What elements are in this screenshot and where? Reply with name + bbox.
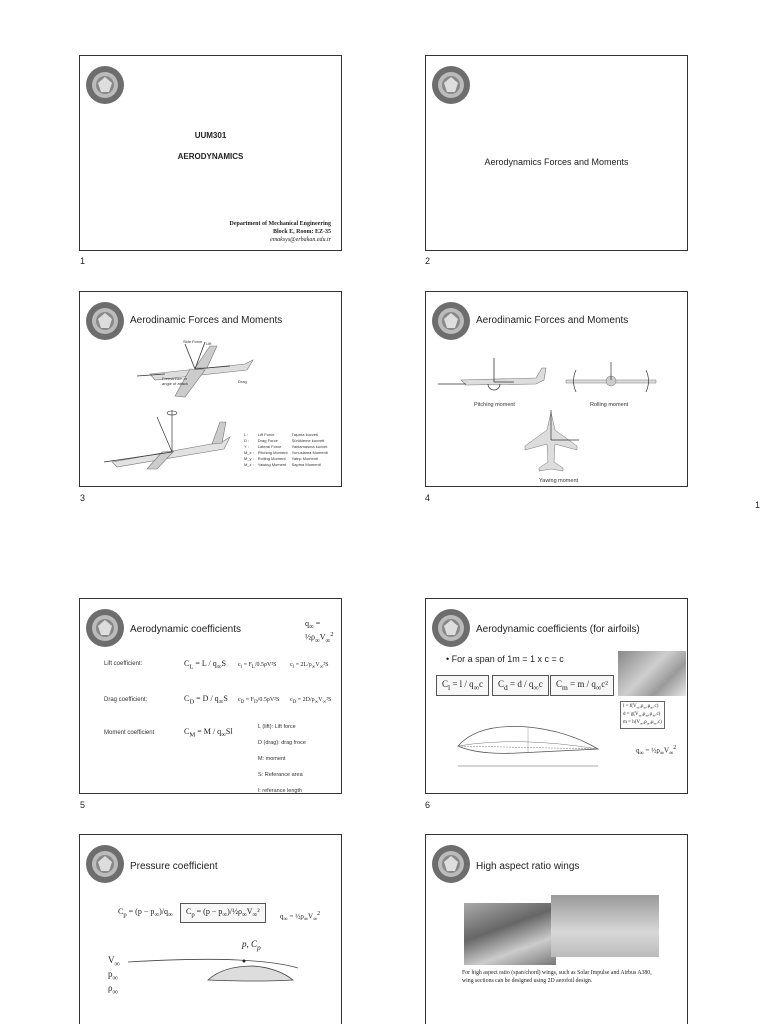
slide-number: 5 <box>80 800 86 810</box>
rolling-moment-diagram <box>556 360 666 400</box>
moment-coefficient-label: Moment coefficient <box>104 730 155 736</box>
bullet-item <box>446 654 564 664</box>
functional-relations: $l = f(V_\infty,\rho_\infty,\mu_\infty,c)$ $d = g(V_\infty,\rho_\infty,\mu_\infty,c)$ $m = h(V_\infty,\rho_\infty,\mu_\infty,c)$ <box>620 701 665 729</box>
force-legend: L : D : Y : M_x : M_y : M_z : Lift Force Drag Force Lateral Force Pitching Moment Rolling Moment Yawing Moment Taşıma kuvveti Sürükleme kuvveti Yanlamasına kuvvet Yunuslama Momenti Yatışı Momenti Sapma Momenti <box>244 432 328 467</box>
page-number: 1 <box>755 500 761 510</box>
slide-number: 6 <box>425 800 431 810</box>
freestream-symbols: $V_\infty$ $p_\infty$ $\rho_\infty$ <box>108 955 120 996</box>
cm-airfoil-eq: $C_m = m / q_\infty c^2$ <box>550 675 614 696</box>
slide-1 <box>79 55 342 251</box>
local-pressure-label: p, $C_p$ <box>242 939 261 952</box>
slide-number: 2 <box>425 256 431 266</box>
caption-yawing-moment: Yawing moment <box>539 478 579 484</box>
dynamic-pressure-eq: $q_\infty$ = $\frac{1}{2}\rho_\infty V_\infty^2$ <box>280 911 321 923</box>
cd-alt-eq: $c_D = F_D/0.5\rho V^2S$ <box>238 697 280 706</box>
label-drag: Drag <box>238 379 247 384</box>
airplane-axes-diagram <box>102 407 242 472</box>
lift-coefficient-label: Lift coefficient: <box>104 661 143 667</box>
slide-number: 3 <box>80 493 86 503</box>
slide-title: Aerodynamics Forces and Moments <box>484 157 629 167</box>
university-seal-icon <box>85 608 125 648</box>
drag-coefficient-label: Drag coefficient: <box>104 697 148 703</box>
university-seal-icon <box>85 844 125 884</box>
slide-7 <box>79 834 342 1024</box>
slide-number: 4 <box>425 493 431 503</box>
university-seal-icon <box>431 301 471 341</box>
label-side-force: Side Force <box>183 339 203 344</box>
label-freestream: Freestream or angle of attack <box>162 376 189 386</box>
course-code: UUM301 <box>194 131 227 140</box>
slide-4 <box>425 291 688 487</box>
slide-title: Pressure coefficient <box>130 861 218 872</box>
bullet-icon: • <box>446 654 450 664</box>
cl-alt2-eq: $c_l = 2L/\rho_\infty V_\infty^2S$ <box>290 662 329 671</box>
slide-2 <box>425 55 688 251</box>
slide-5 <box>79 598 342 794</box>
cl-equation: $C_L = L / q_\infty S$ <box>184 659 226 671</box>
label-lift: Lift <box>206 341 212 346</box>
airfoil-photo <box>618 651 686 696</box>
airfoil-streamline-diagram <box>128 950 298 990</box>
pitching-moment-diagram <box>436 354 551 396</box>
airfoil-nomenclature-diagram <box>438 711 608 776</box>
dynamic-pressure-eq: $q_\infty$ = $\frac{1}{2}\rho_\infty V_\infty^2$ <box>305 619 334 644</box>
university-seal-icon <box>85 301 125 341</box>
yawing-moment-diagram <box>521 410 581 474</box>
caption-pitching-moment: Pitching moment <box>474 402 515 408</box>
slide-6 <box>425 598 688 794</box>
symbol-notes: L (lift): Lift force D (drag): drag froce M: moment S: Referance area l: referance length <box>258 724 306 794</box>
slide-title: Aerodynamic coefficients <box>130 624 241 635</box>
university-seal-icon <box>85 65 125 105</box>
cl-alt-eq: $c_l = F_L/0.5\rho V^2S$ <box>238 662 277 671</box>
cd-alt2-eq: $c_D = 2D/\rho_\infty V_\infty^2S$ <box>290 697 332 706</box>
solar-impulse-photo <box>464 903 556 965</box>
slide-caption: For high aspect ratio (span/chord) wings, such as Solar Impulse and Airbus A380, wing sections can be designed using 2D aerofoil design. <box>462 970 652 984</box>
cm-equation: $C_M = M / q_\infty Sl$ <box>184 727 233 739</box>
course-title: AERODYNAMICS <box>177 152 244 161</box>
cp-equation: $C_p = (p - p_\infty)/q_\infty$ <box>118 907 173 919</box>
cd-airfoil-eq: $C_d = d / q_\infty c$ <box>492 675 549 696</box>
caption-rolling-moment: Rolling moment <box>590 402 629 408</box>
dynamic-pressure-eq: $q_\infty$ = $\frac{1}{2}\rho_\infty V_\infty^2$ <box>636 745 677 757</box>
cl-airfoil-eq: $C_l = l / q_\infty c$ <box>436 675 489 696</box>
slide-title: Aerodinamic Forces and Moments <box>130 315 283 326</box>
slide-8 <box>425 834 688 1024</box>
airplane-forces-diagram <box>135 334 265 404</box>
university-seal-icon <box>431 65 471 105</box>
slide-title: Aerodinamic Forces and Moments <box>476 315 629 326</box>
cd-equation: $C_D = D / q_\infty S$ <box>184 694 228 706</box>
slide-title: Aerodynamic coefficients (for airfoils) <box>476 624 640 635</box>
airbus-a380-photo <box>551 895 659 957</box>
university-seal-icon <box>431 608 471 648</box>
slide-title: High aspect ratio wings <box>476 861 580 872</box>
university-seal-icon <box>431 844 471 884</box>
cp-equation-boxed: $C_p = (p$ − $p_\infty)/\frac{1}{2}\rho_\infty V_\infty^2$ <box>180 903 266 923</box>
bullet-text: For a span of 1m = 1 x c = c <box>451 654 564 664</box>
department-info: Department of Mechanical Engineering Block E, Room: EZ-35 emaksys@erbakan.edu.tr <box>229 221 331 243</box>
slide-3 <box>79 291 342 487</box>
slide-number: 1 <box>80 256 86 266</box>
